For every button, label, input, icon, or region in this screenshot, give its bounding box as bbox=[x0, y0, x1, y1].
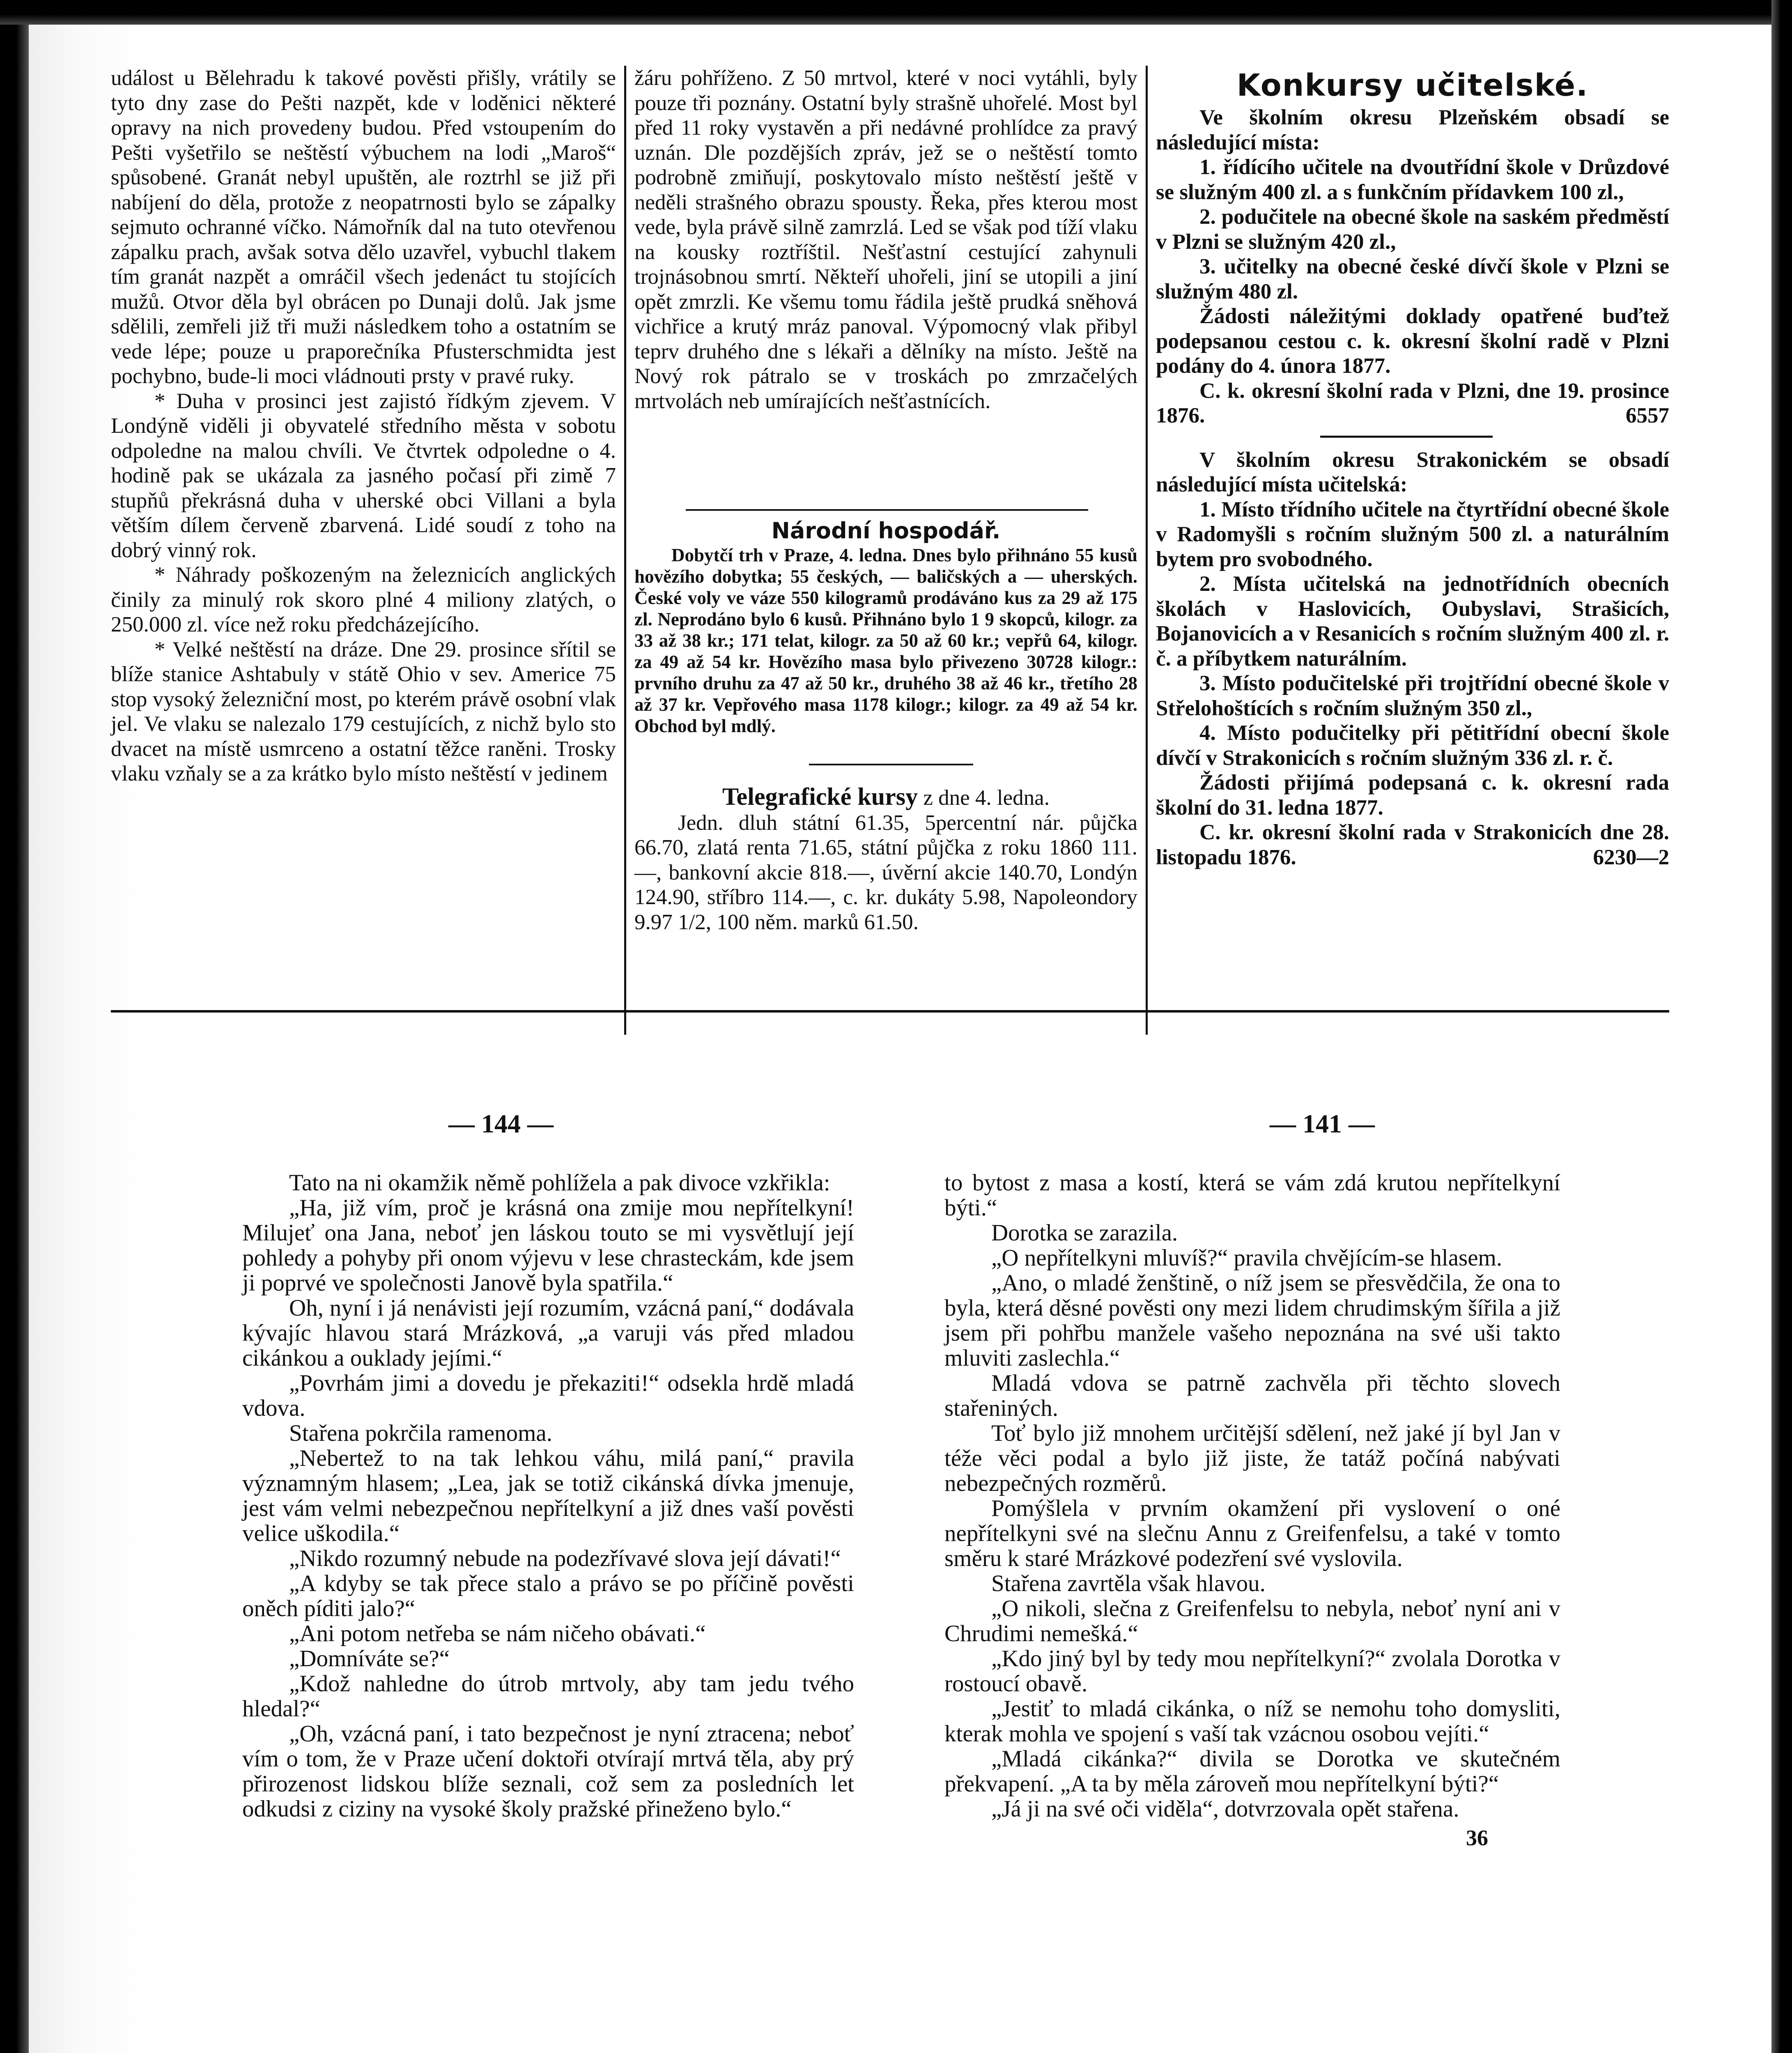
story-paragraph: Stařena pokrčila ramenoma. bbox=[289, 1420, 552, 1446]
story-paragraph: Pomýšlela v prvním okamžení při vyslovení o oné nepřítelkyni své na slečnu Annu z Greifenfelsu, a také v tomto směru k staré Mrázkové podezření své vyslovila. bbox=[944, 1495, 1560, 1571]
story-paragraph: Oh, nyní i já nenávisti její rozumím, vzácná paní,“ dodávala kývajíc hlavou stará Mrázková, „a varuji vás před mladou cikánkou a ouklady jejími.“ bbox=[242, 1295, 854, 1371]
story-paragraph: Tato na ni okamžik němě pohlížela a pak divoce vzkřikla: bbox=[289, 1170, 830, 1196]
section-rule bbox=[686, 509, 1088, 511]
news-column-2 bbox=[634, 66, 1137, 413]
column-divider bbox=[624, 66, 626, 1035]
story-paragraph: „Kdož nahledne do útrob mrtvoly, aby tam jedu tvého hledal?“ bbox=[242, 1671, 854, 1722]
market-heading: Národní hospodář. bbox=[771, 518, 1001, 544]
story-paragraph: to bytost z masa a kostí, která se vám zdá krutou nepřítelkyní býti.“ bbox=[944, 1170, 1560, 1221]
story-paragraph: „Já ji na své oči viděla“, dotvrzovala opět stařena. bbox=[991, 1796, 1459, 1822]
reference-number: 6230—2 bbox=[1593, 845, 1669, 869]
news-paragraph: událost u Bělehradu k takové pověsti přišly, vrátily se tyto dny zase do Pešti nazpět, kde v loděnici některé opravy na nich provedeny budou. Před vstoupením do Pešti vyšetřilo se neštěstí výbuchem na lodi „Maroš“ spůsobené. Granát nebyl upuštěn, ale roztrhl se již při nabíjení do děla, protože z neopatrnosti bylo se zápalky sejmuto ochranné víčko. Námořník dal na tuto otevřenou zápalku prach, avšak sotva dělo uzavřel, vybuchl tlakem tím granát nazpět a omráčil všech jedenáct tu stojících mužů. Otvor děla byl obrácen po Dunaji dolů. Jak jsme sdělili, zemřeli již tři muži následkem toho a ostatním se vede lépe; pouze u praporečníka Pfusterschmidta jest pochybno, bude-li moci vládnouti prsty v pravé ruky. bbox=[111, 66, 616, 388]
vacancy-paragraph: 2. podučitele na obecné škole na saském předměstí v Plzni se služným 420 zl., bbox=[1156, 205, 1669, 254]
market-report bbox=[634, 517, 1137, 737]
vacancy-paragraph: 3. učitelky na obecné české dívčí škole v Plzni se služným 480 zl. bbox=[1156, 255, 1669, 303]
story-paragraph: „A kdyby se tak přece stalo a právo se po příčině pověsti oněch píditi jalo?“ bbox=[242, 1571, 854, 1621]
telegraph-text: Jedn. dluh státní 61.35, 5percentní nár. půjčka 66.70, zlatá renta 71.65, státní půjčka z roku 1860 111.—, bankovní akcie 818.—, úvěrní akcie 140.70, Londýn 124.90, stříbro 114.—, c. kr. dukáty 5.98, Napoleondory 9.97 1/2, 100 něm. marků 61.50. bbox=[634, 811, 1137, 934]
reference-number: 6557 bbox=[1626, 404, 1669, 427]
signature-text: C. k. okresní školní rada v Plzni, dne 19. prosince 1876. bbox=[1156, 379, 1669, 427]
news-column-1 bbox=[111, 66, 616, 786]
story-paragraph: Stařena zavrtěla však hlavou. bbox=[991, 1571, 1266, 1596]
news-paragraph: * Náhrady poškozeným na železnicích anglických činily za minulý rok skoro plné 4 miliony zlatých, o 250.000 zl. více než roku předcházejícího. bbox=[111, 563, 616, 636]
telegraph-rates bbox=[634, 784, 1137, 935]
news-paragraph: žáru pohříženo. Z 50 mrtvol, které v noci vytáhli, byly pouze tři poznány. Ostatní byly strašně uhořelé. Most byl před 11 roky vystavěn a při nedávné prohlídce za pravý uznán. Dle pozdějších zpráv, jež se o neštěstí tomto podrobně zmiňují, poskytovalo místo neštěstí ještě v neděli strašného obrazu spousty. Řeka, přes kterou most vede, byla právě silně zamrzlá. Led se však pod tíží vlaku na kousky roztříštil. Nešťastní cestující zahynuli trojnásobnou smrtí. Někteří uhořeli, jiní se utopili a jiní opět zmrzli. Ke všemu tomu řádila ještě prudká sněhová vichřice a krutý mráz panoval. Výpomocný vlak přibyl teprv druhého dne s lékaři a dělníky na místo. Ještě na Nový rok pátralo se v troskách po zmrzačelých mrtvolách neb umírajících nešťastnících. bbox=[634, 66, 1137, 413]
section-rule bbox=[1320, 436, 1493, 438]
section-rule bbox=[809, 764, 973, 765]
vacancy-paragraph: V školním okresu Strakonickém se obsadí následující místa učitelská: bbox=[1156, 448, 1669, 496]
telegraph-date: z dne 4. ledna. bbox=[923, 786, 1050, 810]
vacancy-paragraph: Ve školním okresu Plzeňském obsadí se následující místa: bbox=[1156, 106, 1669, 154]
page-number-right: — 141 — bbox=[1270, 1109, 1375, 1138]
section-bottom-rule bbox=[111, 1010, 1669, 1013]
vacancy-paragraph: 2. Místa učitelská na jednotřídních obecních školách v Haslovicích, Oubyslavi, Strašicích, Bojanovicích a v Resanicích s ročním služným 400 zl. r. č. a příbytkem naturálním. bbox=[1156, 572, 1669, 671]
scan-border-top bbox=[0, 0, 1792, 25]
story-paragraph: „Kdo jiný byl by tedy mou nepřítelkyní?“ zvolala Dorotka v rostoucí obavě. bbox=[944, 1646, 1560, 1697]
vacancy-paragraph: Žádosti přijímá podepsaná c. k. okresní rada školní do 31. ledna 1877. bbox=[1156, 771, 1669, 820]
newspaper-page bbox=[29, 25, 1771, 2053]
vacancy-paragraph: Žádosti náležitými doklady opatřené buďtež podepsanou cestou c. k. okresní školní radě v Plzni podány do 4. února 1877. bbox=[1156, 304, 1669, 378]
news-paragraph: * Velké neštěstí na dráze. Dne 29. prosince sřítil se blíže stanice Ashtabuly v státě Ohio v sev. Americe 75 stop vysoký železniční most, po kterém právě osobní vlak jel. Ve vlaku se nalezalo 179 cestujících, z nichž bylo sto dvacet na místě usmrceno a ostatní těžce raněni. Trosky vlaku vzňaly se a za krátko bylo místo neštěstí v jedinem bbox=[111, 637, 616, 785]
vacancy-paragraph: 4. Místo podučitelky při pětitřídní obecní škole dívčí v Strakonicích s ročním služným 336 zl. r. č. bbox=[1156, 721, 1669, 770]
news-paragraph: * Duha v prosinci jest zajistó řídkým zjevem. V Londýně viděli ji obyvatelé středního města v sobotu odpoledne na malou chvíli. Ve čtvrtek odpoledne o 4. hodině pak se ukázala za jasného počasí při zimě 7 stupňů překrásná duha v uherské obci Villani a byla větším dílem červeně zbarvená. Lidé soudí z toho na dobrý vinný rok. bbox=[111, 389, 616, 562]
vacancy-paragraph: 1. řídícího učitele na dvoutřídní škole v Drůzdové se služným 400 zl. a s funkčním přídavkem 100 zl., bbox=[1156, 155, 1669, 204]
story-paragraph: „Ano, o mladé ženštině, o níž jsem se přesvědčila, že ona to byla, která děsné pověsti ony mezi lidem chrudimským šířila a již jsem při pohřbu manžele vašeho nepoznána na své uši takto mluviti zaslechla.“ bbox=[944, 1270, 1560, 1371]
vacancies-heading: Konkursy učitelské. bbox=[1236, 68, 1589, 103]
story-paragraph: „Domníváte se?“ bbox=[289, 1646, 450, 1672]
story-paragraph: Mladá vdova se patrně zachvěla při těchto slovech stařeniných. bbox=[944, 1370, 1560, 1421]
story-paragraph: „Nebertež to na tak lehkou váhu, milá paní,“ pravila významným hlasem; „Lea, jak se totiž cikánská dívka jmenuje, jest vám velmi nebezpečnou nepřítelkyní a již dnes vaší pověsti velice uškodila.“ bbox=[242, 1445, 854, 1546]
scan-border-right bbox=[1771, 0, 1792, 2053]
story-paragraph: „Mladá cikánka?“ divila se Dorotka ve skutečném překvapení. „A ta by měla zároveň mou nepřítelkyní býti?“ bbox=[944, 1746, 1560, 1797]
story-paragraph: „Nikdo rozumný nebude na podezřívavé slova její dávati!“ bbox=[289, 1545, 841, 1571]
market-text: Dobytčí trh v Praze, 4. ledna. Dnes bylo přihnáno 55 kusů hovězího dobytka; 55 českých, — baličských a — uherských. České voly ve váze 550 kilogramů prodáváno kus za 29 až 175 zl. Neprodáno bylo 6 kusů. Přihnáno bylo 1 9 skopců, kilogr. za 33 až 38 kr.; 171 telat, kilogr. za 50 až 60 kr.; vepřů 64, kilogr. za 49 až 54 kr. Hovězího masa bylo přivezeno 30728 kilogr.: prvního druhu za 47 až 50 kr., druhého 38 až 46 kr., třetího 28 až 37 kr. Vepřového masa 1178 kilogr.; kilogr. za 49 až 54 kr. Obchod byl mdlý. bbox=[634, 545, 1137, 736]
telegraph-heading: Telegrafické kursy bbox=[722, 783, 918, 810]
story-paragraph: „Povrhám jimi a dovedu je překaziti!“ odsekla hrdě mladá vdova. bbox=[242, 1370, 854, 1421]
vacancy-signature bbox=[1156, 820, 1669, 870]
story-paragraph: „Jestiť to mladá cikánka, o níž se nemohu toho domysliti, kterak mohla ve spojení s vaší tak vzácnou osobou vejíti.“ bbox=[944, 1696, 1560, 1747]
vacancy-paragraph: 3. Místo podučitelské při trojtřídní obecné škole v Střelohoštících s ročním služným 350 zl., bbox=[1156, 671, 1669, 720]
story-column-right bbox=[944, 1170, 1560, 1851]
teacher-vacancies bbox=[1156, 66, 1669, 870]
story-paragraph: Dorotka se zarazila. bbox=[991, 1220, 1178, 1246]
story-paragraph: Toť bylo již mnohem určitější sdělení, než jaké jí byl Jan v téže věci podal a bylo již jiste, že tatáž počíná nabývati nebezpečných rozměrů. bbox=[944, 1420, 1560, 1496]
story-paragraph: „O nikoli, slečna z Greifenfelsu to nebyla, neboť nyní ani v Chrudimi nemešká.“ bbox=[944, 1596, 1560, 1647]
vacancy-paragraph: 1. Místo třídního učitele na čtyrtřídní obecné škole v Radomyšli s ročním služným 500 zl. a naturálním bytem pro svobodného. bbox=[1156, 497, 1669, 571]
story-paragraph: „Oh, vzácná paní, i tato bezpečnost je nyní ztracena; neboť vím o tom, že v Praze učení doktoři otvírají mrtvá těla, aby prý přirozenost lidskou blíže seznali, což sem za posledních let odkudsi z ciziny na vysoké školy pražské přineženo bylo.“ bbox=[242, 1721, 854, 1822]
scan-border-left bbox=[0, 0, 29, 2053]
story-paragraph: „Ani potom netřeba se nám ničeho obávati.“ bbox=[289, 1621, 706, 1647]
page-number-left: — 144 — bbox=[448, 1109, 554, 1138]
signature-mark: 36 bbox=[1466, 1826, 1488, 1850]
story-paragraph: „O nepřítelkyni mluvíš?“ pravila chvějícím-se hlasem. bbox=[991, 1245, 1503, 1271]
signature-text: C. kr. okresní školní rada v Strakonicích dne 28. listopadu 1876. bbox=[1156, 820, 1669, 869]
vacancy-signature bbox=[1156, 379, 1669, 428]
column-divider bbox=[1146, 66, 1148, 1035]
story-paragraph: „Ha, již vím, proč je krásná ona zmije mou nepřítelkyní! Milujeť ona Jana, neboť jen láskou touto se mi vysvětlují její pohledy a pohyby při onom výjevu v lese chrasteckám, kde jsem ji poprvé ve společnosti Janově byla spatřila.“ bbox=[242, 1195, 854, 1296]
story-column-left bbox=[242, 1170, 854, 1821]
